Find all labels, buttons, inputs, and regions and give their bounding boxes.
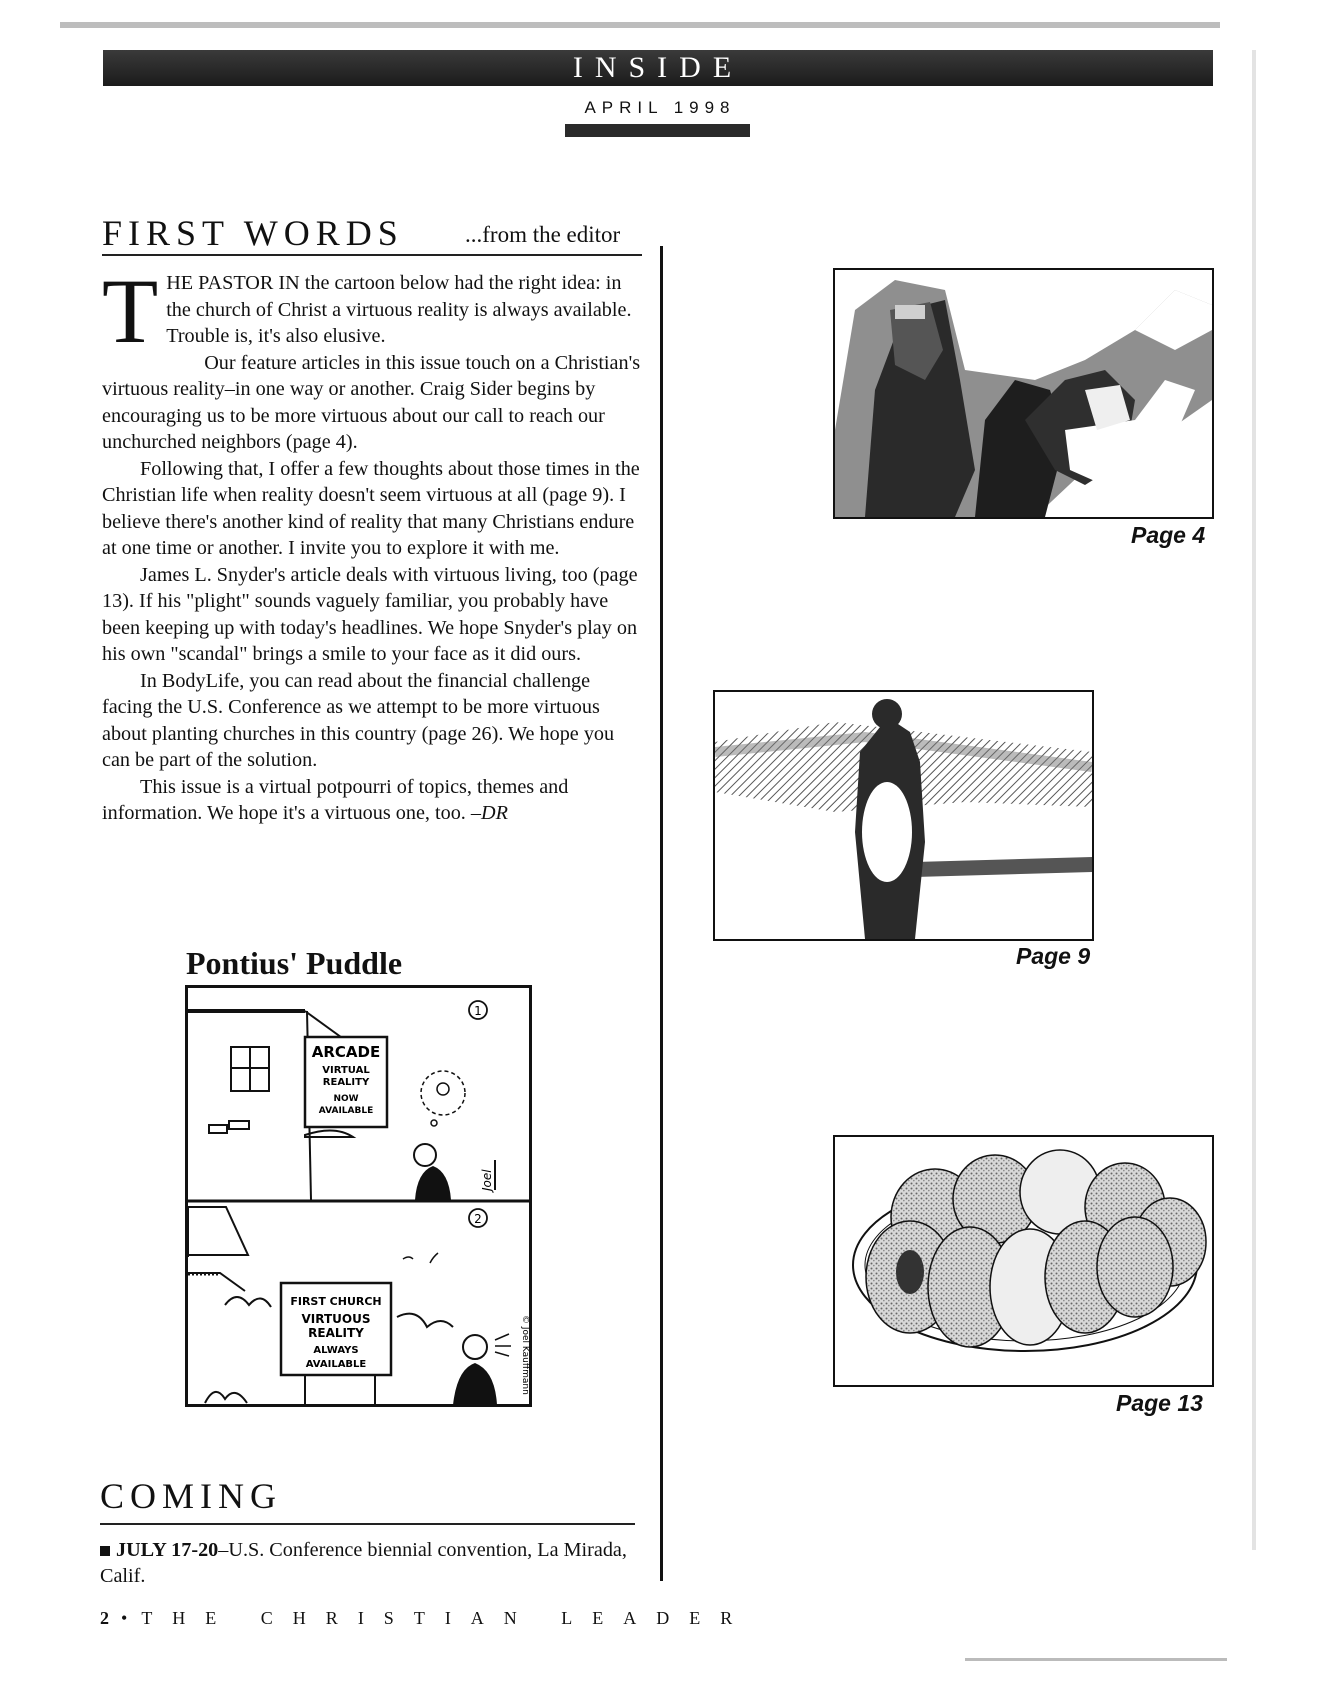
- issue-date: APRIL 1998: [584, 98, 736, 117]
- event-description: –U.S. Conference biennial convention, La Mirada, Calif.: [100, 1539, 627, 1587]
- bullet-square-icon: [100, 1546, 110, 1556]
- panel-number: 1: [474, 1004, 482, 1018]
- church-sign-line: FIRST CHURCH: [290, 1295, 382, 1308]
- article-paragraph: THE PASTOR IN the cartoon below had the right idea: in the church of Christ a virtuous reality is always available. Trouble is, it's also elusive.: [102, 260, 632, 362]
- arcade-sign-line: VIRTUAL: [322, 1065, 370, 1076]
- article-paragraph: This issue is a virtual potpourri of topics, themes and information. We hope it's a virtuous one, too. –DR: [102, 775, 569, 824]
- coming-heading: COMING: [100, 1476, 283, 1516]
- photo-caption: Page 4: [1131, 522, 1206, 548]
- feature-photo-page-9: [713, 690, 1094, 941]
- cartoon-title: Pontius' Puddle: [186, 945, 403, 981]
- photo-caption: Page 13: [1116, 1390, 1203, 1416]
- first-words-heading: FIRST WORDS: [102, 213, 404, 253]
- page-right-edge: [1252, 50, 1256, 1550]
- drop-cap: T: [102, 260, 159, 362]
- cartoon-credit: © Joel Kauffmann: [520, 1315, 530, 1395]
- photo-caption: Page 9: [1016, 943, 1091, 969]
- arcade-sign-line: NOW: [333, 1094, 359, 1104]
- event-date: JULY 17-20: [116, 1539, 219, 1561]
- people-artwork-image: [835, 270, 1212, 517]
- artist-signature: Joel: [480, 1169, 494, 1191]
- pontius-puddle-cartoon: [185, 985, 532, 1407]
- article-paragraph: Following that, I offer a few thoughts about those times in the Christian life when reality doesn't seem virtuous at all (page 9). I believe there's another kind of reality that many Christians endure at one time or another. I invite you to explore it with me.: [102, 457, 640, 559]
- page-number: 2: [100, 1608, 109, 1628]
- column-divider: [660, 246, 663, 1581]
- church-sign-line: VIRTUOUS: [301, 1312, 371, 1326]
- first-words-subtitle: ...from the editor: [465, 222, 621, 247]
- church-sign-line: ALWAYS: [313, 1345, 359, 1356]
- arcade-sign-line: AVAILABLE: [318, 1106, 374, 1116]
- page-top-edge: [60, 22, 1220, 28]
- footer-rule: [965, 1658, 1227, 1661]
- arcade-sign-line: ARCADE: [311, 1043, 381, 1061]
- article-paragraph: James L. Snyder's article deals with virtuous living, too (page 13). If his "plight" sounds vaguely familiar, you probably have been keeping up with today's headlines. We hope Snyder's play on his own "scandal" brings a smile to your face as it did ours.: [102, 563, 638, 665]
- editor-column: [102, 260, 642, 827]
- first-words-rule: [102, 254, 642, 256]
- article-paragraph: Our feature articles in this issue touch on a Christian's virtuous reality–in one way or another. Craig Sider begins by encouraging us to be more virtuous about our call to reach our unchurched neighbors (page 4).: [102, 351, 641, 453]
- coming-event-item: [100, 1537, 630, 1589]
- church-sign-line: AVAILABLE: [305, 1359, 367, 1370]
- feature-photo-page-13: [833, 1135, 1214, 1387]
- article-paragraph: In BodyLife, you can read about the financial challenge facing the U.S. Conference as we attempt to be more virtuous about planting churches in this country (page 26). We hope you can be part of the solution.: [102, 669, 615, 771]
- donuts-illustration-image: [835, 1137, 1212, 1385]
- page-footer: [100, 1608, 752, 1629]
- church-sign-line: REALITY: [308, 1326, 364, 1340]
- footer-separator: •: [121, 1608, 128, 1628]
- coming-rule: [100, 1523, 635, 1525]
- arcade-sign-line: REALITY: [322, 1077, 370, 1088]
- date-underline-bar: [565, 124, 750, 137]
- figure-sketch-image: [715, 692, 1092, 939]
- editor-signature: –DR: [470, 802, 508, 824]
- publication-name: THE CHRISTIAN LEADER: [141, 1608, 753, 1628]
- inside-banner: INSIDE: [103, 50, 1213, 86]
- panel-number: 2: [474, 1212, 482, 1226]
- feature-photo-page-4: [833, 268, 1214, 519]
